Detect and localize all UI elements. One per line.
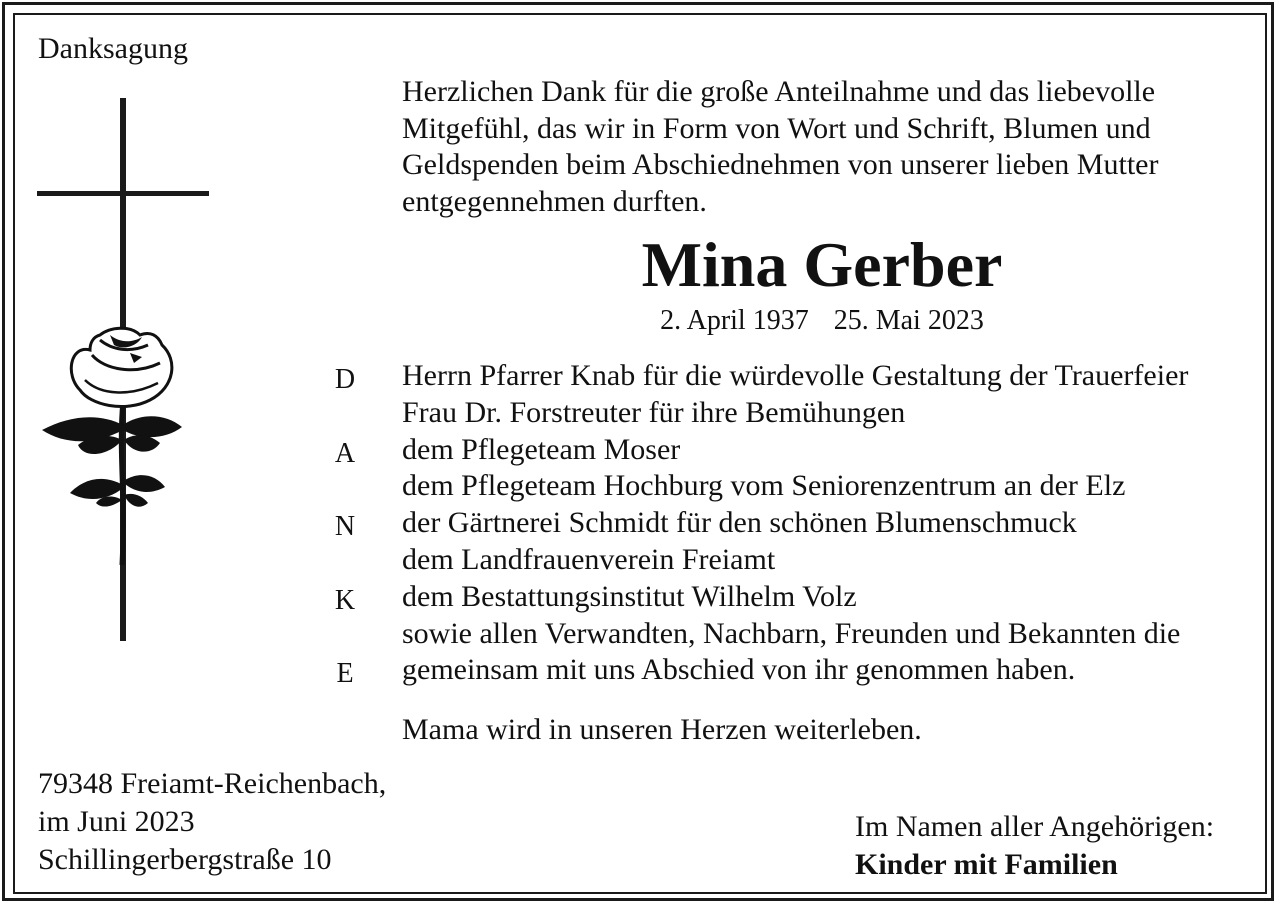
heading-danksagung: Danksagung	[38, 32, 188, 65]
thanks-line: der Gärtnerei Schmidt für den schönen Blumenschmuck	[402, 506, 1077, 540]
thanks-line: sowie allen Verwandten, Nachbarn, Freunden und Bekannten die	[402, 616, 1181, 650]
thanks-list	[402, 358, 1188, 689]
thanks-line: dem Landfrauenverein Freiamt	[402, 542, 776, 576]
address-line: Schillingerbergstraße 10	[38, 843, 332, 876]
intro-text	[402, 74, 1158, 220]
thanks-line: dem Pflegeteam Moser	[402, 432, 681, 466]
danke-letter: N	[334, 511, 356, 542]
danke-letter: D	[334, 364, 356, 395]
intro-line: Herzlichen Dank für die große Anteilnahme und das liebevolle	[402, 75, 1156, 108]
thanks-line: gemeinsam mit uns Abschied von ihr genommen haben.	[402, 653, 1076, 687]
address-line: im Juni 2023	[38, 805, 195, 838]
rose-icon	[42, 328, 182, 565]
death-date: 25. Mai 2023	[833, 305, 984, 336]
cross-icon	[30, 95, 220, 645]
signature-intro: Im Namen aller Angehörigen:	[855, 810, 1215, 843]
deceased-name: Mina Gerber	[641, 229, 1003, 300]
signature-names: Kinder mit Familien	[855, 848, 1118, 881]
address-line: 79348 Freiamt-Reichenbach,	[38, 767, 387, 800]
life-dates	[402, 305, 1242, 337]
danke-letters	[330, 362, 360, 730]
thanks-line: dem Pflegeteam Hochburg vom Seniorenzentrum an der Elz	[402, 469, 1126, 503]
closing-line: Mama wird in unseren Herzen weiterleben.	[402, 713, 922, 746]
intro-line: entgegennehmen durften.	[402, 184, 707, 218]
danke-letter: K	[334, 584, 356, 616]
intro-line: Geldspenden beim Abschiednehmen von unserer lieben Mutter	[402, 148, 1159, 181]
intro-line: Mitgefühl, das wir in Form von Wort und Schrift, Blumen und	[402, 111, 1151, 145]
signature-block	[855, 808, 1214, 884]
danke-letter: E	[336, 658, 354, 689]
danke-letter: A	[334, 437, 356, 469]
birth-date: 2. April 1937	[660, 305, 809, 336]
thanks-line: Frau Dr. Forstreuter für ihre Bemühungen	[402, 395, 906, 429]
address-block	[38, 765, 386, 879]
thanks-line: dem Bestattungsinstitut Wilhelm Volz	[402, 579, 857, 613]
thanks-line: Herrn Pfarrer Knab für die würdevolle Gestaltung der Trauerfeier	[402, 359, 1189, 392]
